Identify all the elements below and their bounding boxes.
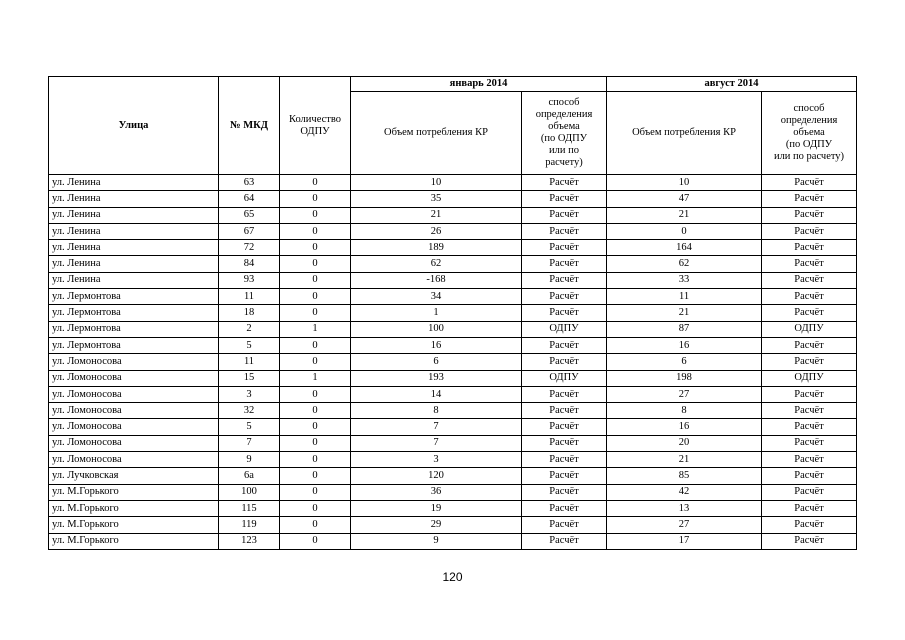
odpu-count-cell: 0 xyxy=(280,272,351,288)
volume-august-cell: 33 xyxy=(607,272,762,288)
method-august-cell: Расчёт xyxy=(762,223,857,239)
header-volume-january: Объем потребления КР xyxy=(351,92,522,175)
street-cell: ул. Ломоносова xyxy=(49,354,219,370)
odpu-count-cell: 0 xyxy=(280,191,351,207)
table-row xyxy=(49,419,857,435)
mkd-cell: 11 xyxy=(219,354,280,370)
method-august-cell: Расчёт xyxy=(762,386,857,402)
volume-august-cell: 27 xyxy=(607,386,762,402)
method-january-cell: Расчёт xyxy=(522,175,607,191)
mkd-cell: 6а xyxy=(219,468,280,484)
consumption-table xyxy=(48,76,857,550)
mkd-cell: 3 xyxy=(219,386,280,402)
volume-january-cell: -168 xyxy=(351,272,522,288)
odpu-count-cell: 0 xyxy=(280,175,351,191)
volume-august-cell: 11 xyxy=(607,289,762,305)
mkd-cell: 5 xyxy=(219,419,280,435)
volume-august-cell: 21 xyxy=(607,207,762,223)
volume-august-cell: 10 xyxy=(607,175,762,191)
method-january-cell: Расчёт xyxy=(522,484,607,500)
method-january-cell: Расчёт xyxy=(522,403,607,419)
method-january-cell: Расчёт xyxy=(522,386,607,402)
street-cell: ул. Ленина xyxy=(49,256,219,272)
street-cell: ул. Ломоносова xyxy=(49,403,219,419)
volume-january-cell: 189 xyxy=(351,240,522,256)
method-august-cell: Расчёт xyxy=(762,175,857,191)
street-cell: ул. Лермонтова xyxy=(49,289,219,305)
odpu-count-cell: 0 xyxy=(280,207,351,223)
header-period-january: январь 2014 xyxy=(351,77,607,92)
volume-january-cell: 120 xyxy=(351,468,522,484)
mkd-cell: 72 xyxy=(219,240,280,256)
table-body xyxy=(49,175,857,550)
method-august-cell: Расчёт xyxy=(762,305,857,321)
table-row xyxy=(49,289,857,305)
odpu-count-cell: 0 xyxy=(280,354,351,370)
method-august-cell: Расчёт xyxy=(762,500,857,516)
odpu-count-cell: 0 xyxy=(280,517,351,533)
street-cell: ул. М.Горького xyxy=(49,500,219,516)
mkd-cell: 67 xyxy=(219,223,280,239)
table-row xyxy=(49,175,857,191)
header-mkd: № МКД xyxy=(219,77,280,175)
volume-august-cell: 27 xyxy=(607,517,762,533)
method-august-cell: Расчёт xyxy=(762,517,857,533)
street-cell: ул. Ломоносова xyxy=(49,386,219,402)
street-cell: ул. Ломоносова xyxy=(49,452,219,468)
street-cell: ул. Лучковская xyxy=(49,468,219,484)
method-january-cell: Расчёт xyxy=(522,256,607,272)
odpu-count-cell: 0 xyxy=(280,533,351,549)
method-august-cell: Расчёт xyxy=(762,256,857,272)
volume-january-cell: 29 xyxy=(351,517,522,533)
table-row xyxy=(49,468,857,484)
volume-january-cell: 36 xyxy=(351,484,522,500)
method-august-cell: Расчёт xyxy=(762,272,857,288)
mkd-cell: 84 xyxy=(219,256,280,272)
header-period-august: август 2014 xyxy=(607,77,857,92)
volume-january-cell: 19 xyxy=(351,500,522,516)
method-january-cell: Расчёт xyxy=(522,468,607,484)
volume-january-cell: 10 xyxy=(351,175,522,191)
odpu-count-cell: 0 xyxy=(280,240,351,256)
volume-january-cell: 100 xyxy=(351,321,522,337)
volume-august-cell: 20 xyxy=(607,435,762,451)
mkd-cell: 5 xyxy=(219,337,280,353)
mkd-cell: 123 xyxy=(219,533,280,549)
method-august-cell: Расчёт xyxy=(762,484,857,500)
volume-january-cell: 1 xyxy=(351,305,522,321)
table-row xyxy=(49,435,857,451)
volume-january-cell: 14 xyxy=(351,386,522,402)
volume-august-cell: 16 xyxy=(607,337,762,353)
volume-january-cell: 62 xyxy=(351,256,522,272)
table-row xyxy=(49,337,857,353)
odpu-count-cell: 0 xyxy=(280,337,351,353)
table-row xyxy=(49,191,857,207)
volume-january-cell: 8 xyxy=(351,403,522,419)
odpu-count-cell: 0 xyxy=(280,256,351,272)
odpu-count-cell: 1 xyxy=(280,321,351,337)
method-august-cell: ОДПУ xyxy=(762,321,857,337)
method-january-cell: Расчёт xyxy=(522,240,607,256)
mkd-cell: 65 xyxy=(219,207,280,223)
volume-january-cell: 6 xyxy=(351,354,522,370)
volume-january-cell: 35 xyxy=(351,191,522,207)
street-cell: ул. М.Горького xyxy=(49,517,219,533)
table-row xyxy=(49,240,857,256)
mkd-cell: 119 xyxy=(219,517,280,533)
odpu-count-cell: 0 xyxy=(280,289,351,305)
table-header xyxy=(49,77,857,175)
volume-august-cell: 13 xyxy=(607,500,762,516)
method-august-cell: Расчёт xyxy=(762,435,857,451)
method-august-cell: Расчёт xyxy=(762,533,857,549)
table-row xyxy=(49,517,857,533)
method-january-cell: Расчёт xyxy=(522,533,607,549)
odpu-count-cell: 0 xyxy=(280,419,351,435)
table-row xyxy=(49,207,857,223)
method-january-cell: Расчёт xyxy=(522,223,607,239)
odpu-count-cell: 0 xyxy=(280,223,351,239)
street-cell: ул. Ленина xyxy=(49,175,219,191)
volume-august-cell: 42 xyxy=(607,484,762,500)
method-january-cell: Расчёт xyxy=(522,272,607,288)
mkd-cell: 100 xyxy=(219,484,280,500)
odpu-count-cell: 0 xyxy=(280,386,351,402)
mkd-cell: 63 xyxy=(219,175,280,191)
method-january-cell: ОДПУ xyxy=(522,321,607,337)
table-row xyxy=(49,452,857,468)
header-method-august: способ определения объема (по ОДПУ или по расчету) xyxy=(762,92,857,175)
table-row xyxy=(49,272,857,288)
odpu-count-cell: 0 xyxy=(280,435,351,451)
mkd-cell: 64 xyxy=(219,191,280,207)
method-august-cell: Расчёт xyxy=(762,403,857,419)
mkd-cell: 11 xyxy=(219,289,280,305)
header-street: Улица xyxy=(49,77,219,175)
volume-august-cell: 21 xyxy=(607,452,762,468)
method-august-cell: Расчёт xyxy=(762,419,857,435)
method-august-cell: Расчёт xyxy=(762,191,857,207)
volume-august-cell: 85 xyxy=(607,468,762,484)
volume-january-cell: 3 xyxy=(351,452,522,468)
volume-january-cell: 9 xyxy=(351,533,522,549)
street-cell: ул. М.Горького xyxy=(49,533,219,549)
method-august-cell: Расчёт xyxy=(762,337,857,353)
odpu-count-cell: 0 xyxy=(280,468,351,484)
method-august-cell: Расчёт xyxy=(762,452,857,468)
volume-august-cell: 8 xyxy=(607,403,762,419)
table-row xyxy=(49,256,857,272)
volume-august-cell: 198 xyxy=(607,370,762,386)
volume-august-cell: 17 xyxy=(607,533,762,549)
table-row xyxy=(49,223,857,239)
volume-january-cell: 7 xyxy=(351,435,522,451)
mkd-cell: 93 xyxy=(219,272,280,288)
volume-january-cell: 21 xyxy=(351,207,522,223)
table-row xyxy=(49,386,857,402)
method-january-cell: Расчёт xyxy=(522,337,607,353)
header-volume-august: Объем потребления КР xyxy=(607,92,762,175)
table-row xyxy=(49,403,857,419)
mkd-cell: 18 xyxy=(219,305,280,321)
method-january-cell: Расчёт xyxy=(522,435,607,451)
mkd-cell: 15 xyxy=(219,370,280,386)
method-january-cell: Расчёт xyxy=(522,452,607,468)
method-august-cell: Расчёт xyxy=(762,289,857,305)
street-cell: ул. М.Горького xyxy=(49,484,219,500)
method-august-cell: Расчёт xyxy=(762,240,857,256)
street-cell: ул. Ленина xyxy=(49,223,219,239)
mkd-cell: 2 xyxy=(219,321,280,337)
method-january-cell: Расчёт xyxy=(522,305,607,321)
mkd-cell: 115 xyxy=(219,500,280,516)
table-row xyxy=(49,500,857,516)
table-row xyxy=(49,533,857,549)
street-cell: ул. Ленина xyxy=(49,272,219,288)
method-january-cell: Расчёт xyxy=(522,500,607,516)
volume-january-cell: 26 xyxy=(351,223,522,239)
street-cell: ул. Ломоносова xyxy=(49,435,219,451)
method-january-cell: Расчёт xyxy=(522,354,607,370)
table-row xyxy=(49,305,857,321)
volume-august-cell: 47 xyxy=(607,191,762,207)
odpu-count-cell: 0 xyxy=(280,452,351,468)
header-odpu-count: Количество ОДПУ xyxy=(280,77,351,175)
street-cell: ул. Ломоносова xyxy=(49,370,219,386)
page-number: 120 xyxy=(442,570,463,584)
volume-august-cell: 87 xyxy=(607,321,762,337)
method-august-cell: ОДПУ xyxy=(762,370,857,386)
mkd-cell: 32 xyxy=(219,403,280,419)
method-january-cell: Расчёт xyxy=(522,191,607,207)
volume-august-cell: 164 xyxy=(607,240,762,256)
street-cell: ул. Лермонтова xyxy=(49,337,219,353)
volume-august-cell: 6 xyxy=(607,354,762,370)
street-cell: ул. Ломоносова xyxy=(49,419,219,435)
odpu-count-cell: 1 xyxy=(280,370,351,386)
method-january-cell: ОДПУ xyxy=(522,370,607,386)
mkd-cell: 9 xyxy=(219,452,280,468)
volume-january-cell: 16 xyxy=(351,337,522,353)
method-january-cell: Расчёт xyxy=(522,289,607,305)
volume-august-cell: 0 xyxy=(607,223,762,239)
odpu-count-cell: 0 xyxy=(280,484,351,500)
volume-august-cell: 21 xyxy=(607,305,762,321)
method-january-cell: Расчёт xyxy=(522,207,607,223)
table-row xyxy=(49,370,857,386)
street-cell: ул. Лермонтова xyxy=(49,321,219,337)
odpu-count-cell: 0 xyxy=(280,500,351,516)
volume-january-cell: 34 xyxy=(351,289,522,305)
mkd-cell: 7 xyxy=(219,435,280,451)
volume-august-cell: 16 xyxy=(607,419,762,435)
street-cell: ул. Ленина xyxy=(49,191,219,207)
table-row xyxy=(49,321,857,337)
method-august-cell: Расчёт xyxy=(762,207,857,223)
street-cell: ул. Лермонтова xyxy=(49,305,219,321)
method-august-cell: Расчёт xyxy=(762,354,857,370)
street-cell: ул. Ленина xyxy=(49,207,219,223)
street-cell: ул. Ленина xyxy=(49,240,219,256)
method-august-cell: Расчёт xyxy=(762,468,857,484)
volume-january-cell: 193 xyxy=(351,370,522,386)
table-row xyxy=(49,354,857,370)
table-row xyxy=(49,484,857,500)
method-january-cell: Расчёт xyxy=(522,419,607,435)
header-method-january: способ определения объема (по ОДПУ или по расчету) xyxy=(522,92,607,175)
volume-january-cell: 7 xyxy=(351,419,522,435)
volume-august-cell: 62 xyxy=(607,256,762,272)
odpu-count-cell: 0 xyxy=(280,305,351,321)
method-january-cell: Расчёт xyxy=(522,517,607,533)
odpu-count-cell: 0 xyxy=(280,403,351,419)
